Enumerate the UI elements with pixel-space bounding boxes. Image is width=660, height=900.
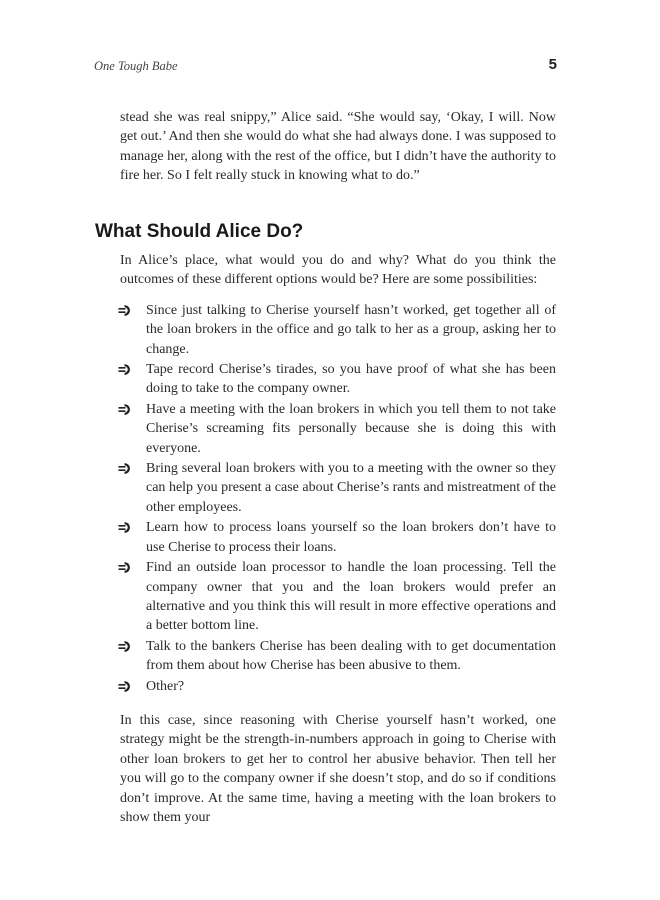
arrow-bullet-icon — [118, 681, 131, 692]
list-item-text: Talk to the bankers Cherise has been dealing with to get documentation from them about how Cherise has been abusive to them. — [146, 638, 556, 674]
arrow-bullet-icon — [118, 562, 131, 573]
arrow-bullet-icon — [118, 364, 131, 375]
list-item — [120, 677, 556, 696]
intro-section — [120, 108, 556, 186]
list-item — [120, 400, 556, 458]
list-item — [120, 558, 556, 636]
running-head: One Tough Babe — [94, 59, 178, 73]
list-item-text: Tape record Cherise’s tirades, so you have proof of what she has been doing to take to the company owner. — [146, 362, 556, 397]
list-item-text: Other? — [146, 678, 185, 694]
options-list — [120, 301, 556, 696]
list-item — [120, 301, 556, 359]
page-number: 5 — [548, 56, 557, 73]
intro-paragraph: stead she was real snippy,” Alice said. “She would say, ‘Okay, I will. Now get out.’ And then she would do what she had always done. I was supposed to manage her, along with the rest of the office, but I didn’t have the authority to fire her. So I felt really stuck in knowing what to do.” — [120, 110, 556, 184]
closing-paragraph: In this case, since reasoning with Cherise yourself hasn’t worked, one strategy might be the strength-in-numbers approach in going to Cherise with other loan brokers to get her to control her abusive behavior. Then tell her you will go to the company owner if she doesn’t stop, and do so if conditions don’t improve. At the same time, having a meeting with the loan brokers to show them your — [120, 712, 556, 825]
list-item-text: Find an outside loan processor to handle the loan processing. Tell the company owner that you and the loan brokers would prefer an alternative and you think this will result in more effective operations and a better bottom line. — [146, 560, 556, 634]
list-item-text: Learn how to process loans yourself so the loan brokers don’t have to use Cherise to process their loans. — [146, 520, 556, 555]
list-item — [120, 637, 556, 676]
arrow-bullet-icon — [118, 463, 131, 474]
list-item — [120, 518, 556, 557]
arrow-bullet-icon — [118, 404, 131, 415]
list-item — [120, 459, 556, 517]
list-item-text: Bring several loan brokers with you to a meeting with the owner so they can help you present a case about Cherise’s rants and mistreatment of the other employees. — [146, 461, 556, 515]
lead-paragraph: In Alice’s place, what would you do and why? What do you think the outcomes of these different options would be? Here are some possibilities: — [120, 253, 556, 288]
arrow-bullet-icon — [118, 641, 131, 652]
arrow-bullet-icon — [118, 522, 131, 533]
section-heading: What Should Alice Do? — [95, 221, 304, 242]
list-item-text: Have a meeting with the loan brokers in which you tell them to not take Cherise’s screaming fits personally because she is doing this with everyone. — [146, 401, 556, 456]
arrow-bullet-icon — [118, 305, 131, 316]
section-body — [120, 251, 556, 827]
list-item — [120, 360, 556, 399]
list-item-text: Since just talking to Cherise yourself hasn’t worked, get together all of the loan brokers in the office and go talk to her as a group, asking her to change. — [146, 302, 556, 357]
